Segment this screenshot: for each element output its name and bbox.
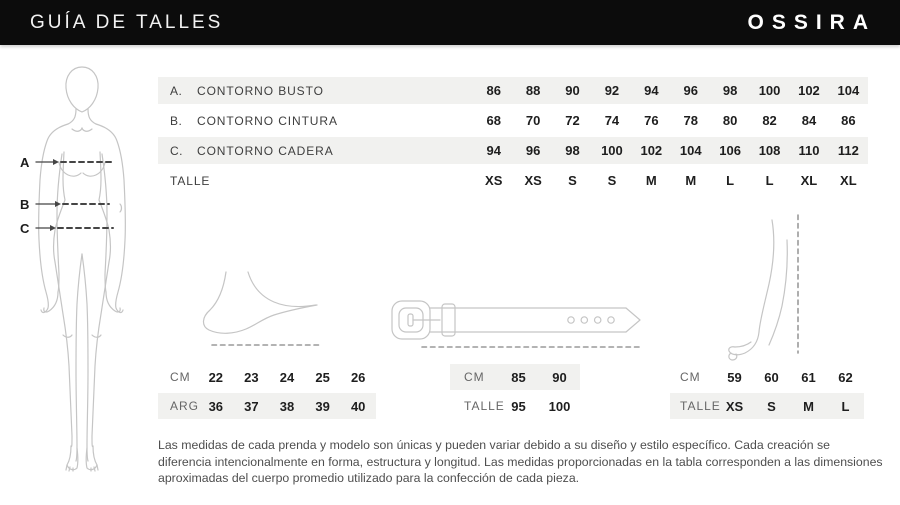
- hip-label: C: [20, 221, 30, 236]
- table-row-talle: [450, 393, 580, 419]
- arm-left-inner: [57, 154, 62, 292]
- leg-left-inner: [76, 254, 82, 461]
- size-value: 23: [244, 369, 259, 385]
- neck-left: [68, 109, 76, 124]
- foot-side-outline: [203, 272, 317, 333]
- size-value: 110: [798, 143, 820, 158]
- knee-left: [63, 335, 72, 337]
- row-label: TALLE: [170, 173, 211, 188]
- size-value: 90: [565, 83, 580, 98]
- page-title: GUÍA DE TALLES: [30, 11, 224, 33]
- size-value: M: [803, 398, 814, 414]
- size-value: 61: [801, 369, 816, 385]
- table-row-talle: [670, 393, 864, 419]
- row-header: [158, 144, 474, 158]
- belt-hole: [595, 317, 601, 323]
- size-value: M: [645, 173, 657, 188]
- arm-right-inner: [102, 154, 107, 292]
- size-value: 90: [552, 369, 567, 385]
- size-value: 100: [758, 83, 781, 98]
- table-row-arg: [158, 393, 376, 419]
- size-value: XS: [725, 398, 744, 414]
- size-value: 108: [758, 143, 781, 158]
- arm-outer-line: [759, 220, 774, 332]
- size-value: 80: [722, 113, 738, 128]
- foot-heel-sole: [203, 272, 317, 333]
- bust-arrow-head: [53, 159, 59, 165]
- header-bar: [0, 0, 900, 45]
- row-label: CM: [464, 370, 485, 384]
- arm-outline: [729, 220, 787, 360]
- table-row-bust: [158, 77, 868, 104]
- leg-left-outer: [55, 262, 72, 447]
- row-label: CM: [170, 370, 191, 384]
- arm-drawing: [712, 206, 812, 366]
- belt-hole: [568, 317, 574, 323]
- size-value: XL: [800, 173, 818, 188]
- table-row-cm: [670, 364, 864, 390]
- size-value: 96: [683, 83, 698, 98]
- buckle-prong-base: [408, 314, 413, 326]
- size-value: S: [767, 398, 776, 414]
- belt-drawing: [386, 297, 648, 353]
- size-value: 104: [837, 83, 860, 98]
- size-value: 60: [764, 369, 779, 385]
- collarbone-left: [72, 128, 82, 131]
- belt-strap: [430, 308, 626, 332]
- size-value: 94: [486, 143, 501, 158]
- arm-inner-line: [769, 240, 787, 345]
- belt-keeper: [442, 304, 455, 336]
- size-value: XS: [485, 173, 503, 188]
- size-value: 25: [315, 369, 330, 385]
- torso-right: [99, 152, 111, 262]
- size-value: 92: [604, 83, 620, 98]
- size-value: 84: [801, 113, 817, 128]
- belt-hole: [581, 317, 587, 323]
- size-value: 72: [565, 113, 580, 128]
- size-value: 95: [511, 398, 526, 414]
- size-value: 40: [350, 398, 366, 414]
- row-label: CONTORNO CINTURA: [197, 113, 338, 128]
- size-value: 94: [644, 83, 659, 98]
- bust-curve-left: [59, 162, 81, 176]
- belt-tip: [626, 308, 640, 332]
- table-row-cm: [158, 364, 376, 390]
- belt-outline: [392, 301, 640, 339]
- size-value: 100: [601, 143, 623, 158]
- neck-right: [88, 109, 96, 124]
- table-row-waist: [158, 107, 868, 134]
- leg-right-inner: [82, 254, 88, 461]
- belt-size-table: [450, 364, 580, 422]
- table-row-size: [158, 167, 868, 194]
- bust-curve-right: [83, 162, 105, 176]
- size-value: L: [726, 173, 735, 188]
- row-label: CM: [680, 370, 701, 384]
- size-value: 106: [719, 143, 741, 158]
- size-value: 112: [837, 143, 859, 158]
- size-value: 98: [722, 83, 738, 98]
- row-key: A.: [170, 83, 183, 98]
- size-value: 86: [841, 113, 856, 128]
- belt-hole: [608, 317, 614, 323]
- brand-logo: OSSIRA: [747, 10, 876, 34]
- row-label: ARG: [170, 399, 200, 413]
- torso-left: [54, 152, 66, 262]
- foot-drawing: [196, 264, 336, 356]
- size-value: 74: [604, 113, 620, 128]
- hand-left: [44, 292, 58, 312]
- size-value: 39: [315, 398, 330, 414]
- foot-instep: [248, 272, 316, 307]
- size-value: 36: [208, 398, 224, 414]
- size-value: 68: [486, 113, 501, 128]
- size-value: 59: [727, 369, 742, 385]
- row-label: CONTORNO CADERA: [197, 143, 334, 158]
- size-value: M: [685, 173, 697, 188]
- bust-label: A: [20, 155, 30, 170]
- size-value: 88: [525, 83, 541, 98]
- table-row-cm: [450, 364, 580, 390]
- size-value: 102: [798, 83, 820, 98]
- row-header: [158, 114, 474, 128]
- size-value: 38: [279, 398, 295, 414]
- waist-arrow-head: [55, 201, 61, 207]
- row-key: B.: [170, 113, 183, 128]
- size-value: 82: [762, 113, 777, 128]
- row-label: TALLE: [464, 399, 505, 413]
- arm-hand: [729, 332, 759, 355]
- size-value: XS: [524, 173, 542, 188]
- size-value: 26: [350, 369, 366, 385]
- row-header: [158, 174, 474, 188]
- size-value: 70: [525, 113, 541, 128]
- leg-right-outer: [92, 262, 109, 447]
- collarbone-right: [82, 128, 92, 131]
- size-value: 62: [838, 369, 853, 385]
- size-value: 85: [511, 369, 526, 385]
- body-measurements-table: [158, 77, 868, 197]
- measure-bust: [20, 155, 112, 170]
- shoe-size-table: [158, 364, 376, 422]
- size-value: 96: [525, 143, 541, 158]
- size-value: 98: [565, 143, 580, 158]
- size-value: 100: [548, 398, 571, 414]
- disclaimer-text: Las medidas de cada prenda y modelo son únicas y pueden variar debido a su diseño y estilo específico. Cada creación se diferencia intencionalmente en forma, estructura y longitud. Las medidas proporcionadas en la tabla corresponden a las dimensiones aproximadas del cuerpo promedio utilizado para la confección de cada pieza.: [158, 438, 883, 485]
- size-value: 104: [679, 143, 702, 158]
- row-label: CONTORNO BUSTO: [197, 83, 324, 98]
- knee-right: [92, 335, 101, 337]
- size-value: 102: [640, 143, 663, 158]
- female-body-outline: [39, 67, 126, 471]
- size-value: 76: [644, 113, 659, 128]
- size-value: S: [568, 173, 577, 188]
- row-label: TALLE: [680, 399, 721, 413]
- waist-label: B: [20, 197, 30, 212]
- elbow-mark: [120, 204, 122, 212]
- size-value: 37: [244, 398, 259, 414]
- size-value: 24: [279, 369, 295, 385]
- table-row-hip: [158, 137, 868, 164]
- size-value: L: [765, 173, 774, 188]
- head-outline: [66, 67, 98, 112]
- size-value: 78: [683, 113, 698, 128]
- size-value: L: [841, 398, 850, 414]
- female-figure-drawing: [16, 56, 152, 488]
- size-value: 86: [486, 83, 501, 98]
- size-value: XL: [840, 173, 857, 188]
- sleeve-size-table: [670, 364, 864, 422]
- measure-hip: [20, 221, 113, 236]
- size-value: 22: [208, 369, 224, 385]
- hand-right: [106, 292, 120, 312]
- row-header: [158, 84, 474, 98]
- size-value: S: [607, 173, 617, 188]
- row-key: C.: [170, 143, 183, 158]
